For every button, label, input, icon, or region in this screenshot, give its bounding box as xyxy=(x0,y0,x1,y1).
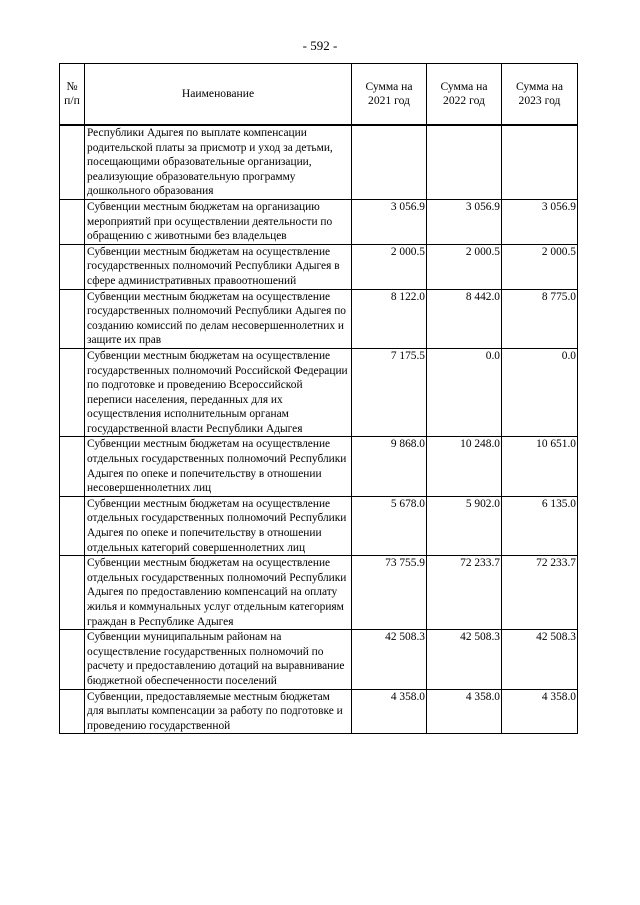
row-num xyxy=(60,289,85,348)
table-row xyxy=(60,556,578,630)
row-2021: 7 175.5 xyxy=(352,348,427,437)
row-num xyxy=(60,244,85,289)
table-row xyxy=(60,125,578,199)
row-2021: 73 755.9 xyxy=(352,556,427,630)
row-2023: 4 358.0 xyxy=(502,689,578,734)
table-row xyxy=(60,289,578,348)
table-row xyxy=(60,348,578,437)
header-2021: Сумма на 2021 год xyxy=(352,64,427,126)
row-2022: 2 000.5 xyxy=(427,244,502,289)
row-2023: 3 056.9 xyxy=(502,199,578,244)
row-2022: 72 233.7 xyxy=(427,556,502,630)
row-name: Субвенции местным бюджетам на осуществление государственных полномочий Российской Федерации по подготовке и проведению Всероссийской переписи населения, переданных для их осуществления исполнительным органам государственной власти Республики Адыгея xyxy=(85,348,352,437)
table-row xyxy=(60,630,578,689)
header-2022: Сумма на 2022 год xyxy=(427,64,502,126)
row-2022: 5 902.0 xyxy=(427,496,502,555)
table-row xyxy=(60,689,578,734)
row-name: Субвенции местным бюджетам на осуществление отдельных государственных полномочий Республики Адыгея по опеке и попечительству в отношении несовершеннолетних лиц xyxy=(85,437,352,496)
row-2021: 3 056.9 xyxy=(352,199,427,244)
row-2021: 4 358.0 xyxy=(352,689,427,734)
header-2023: Сумма на 2023 год xyxy=(502,64,578,126)
table-row xyxy=(60,496,578,555)
table-body xyxy=(60,125,578,734)
row-2023: 0.0 xyxy=(502,348,578,437)
table-row xyxy=(60,244,578,289)
row-2023: 72 233.7 xyxy=(502,556,578,630)
budget-table xyxy=(59,63,578,734)
page-number: - 592 - xyxy=(302,38,338,53)
row-name: Субвенции местным бюджетам на осуществление отдельных государственных полномочий Республики Адыгея по опеке и попечительству в отношении отдельных категорий совершеннолетних лиц xyxy=(85,496,352,555)
table-row xyxy=(60,437,578,496)
row-2022: 3 056.9 xyxy=(427,199,502,244)
row-2022: 10 248.0 xyxy=(427,437,502,496)
row-2022: 0.0 xyxy=(427,348,502,437)
header-row xyxy=(60,64,578,126)
row-2022: 4 358.0 xyxy=(427,689,502,734)
row-2021: 2 000.5 xyxy=(352,244,427,289)
row-name: Субвенции местным бюджетам на осуществление отдельных государственных полномочий Республики Адыгея по предоставлению компенсаций на оплату жилья и коммунальных услуг отдельным категориям граждан в Республике Адыгея xyxy=(85,556,352,630)
row-2023: 8 775.0 xyxy=(502,289,578,348)
row-num xyxy=(60,125,85,199)
table-row xyxy=(60,199,578,244)
row-2022: 8 442.0 xyxy=(427,289,502,348)
row-2023: 2 000.5 xyxy=(502,244,578,289)
row-2023: 6 135.0 xyxy=(502,496,578,555)
row-2021: 8 122.0 xyxy=(352,289,427,348)
row-name: Республики Адыгея по выплате компенсации родительской платы за присмотр и уход за детьми, посещающими образовательные организации, реализующие образовательную программу дошкольного образования xyxy=(85,125,352,199)
row-2021: 42 508.3 xyxy=(352,630,427,689)
row-num xyxy=(60,348,85,437)
row-num xyxy=(60,689,85,734)
row-num xyxy=(60,556,85,630)
row-num xyxy=(60,199,85,244)
row-name: Субвенции муниципальным районам на осуществление государственных полномочий по расчету и предоставлению дотаций на выравнивание бюджетной обеспеченности поселений xyxy=(85,630,352,689)
row-num xyxy=(60,496,85,555)
row-name: Субвенции местным бюджетам на организацию мероприятий при осуществлении деятельности по обращению с животными без владельцев xyxy=(85,199,352,244)
row-2021: 5 678.0 xyxy=(352,496,427,555)
header-num: № п/п xyxy=(60,64,85,126)
row-2022: 42 508.3 xyxy=(427,630,502,689)
row-2022 xyxy=(427,125,502,199)
row-name: Субвенции местным бюджетам на осуществление государственных полномочий Республики Адыгея в сфере административных правоотношений xyxy=(85,244,352,289)
row-2023: 42 508.3 xyxy=(502,630,578,689)
row-name: Субвенции, предоставляемые местным бюджетам для выплаты компенсации за работу по подготовке и проведению государственной xyxy=(85,689,352,734)
row-num xyxy=(60,437,85,496)
row-2023 xyxy=(502,125,578,199)
row-name: Субвенции местным бюджетам на осуществление государственных полномочий Республики Адыгея по созданию комиссий по делам несовершеннолетних и защите их прав xyxy=(85,289,352,348)
row-num xyxy=(60,630,85,689)
header-name: Наименование xyxy=(85,64,352,126)
table-header xyxy=(60,64,578,126)
row-2023: 10 651.0 xyxy=(502,437,578,496)
row-2021: 9 868.0 xyxy=(352,437,427,496)
row-2021 xyxy=(352,125,427,199)
